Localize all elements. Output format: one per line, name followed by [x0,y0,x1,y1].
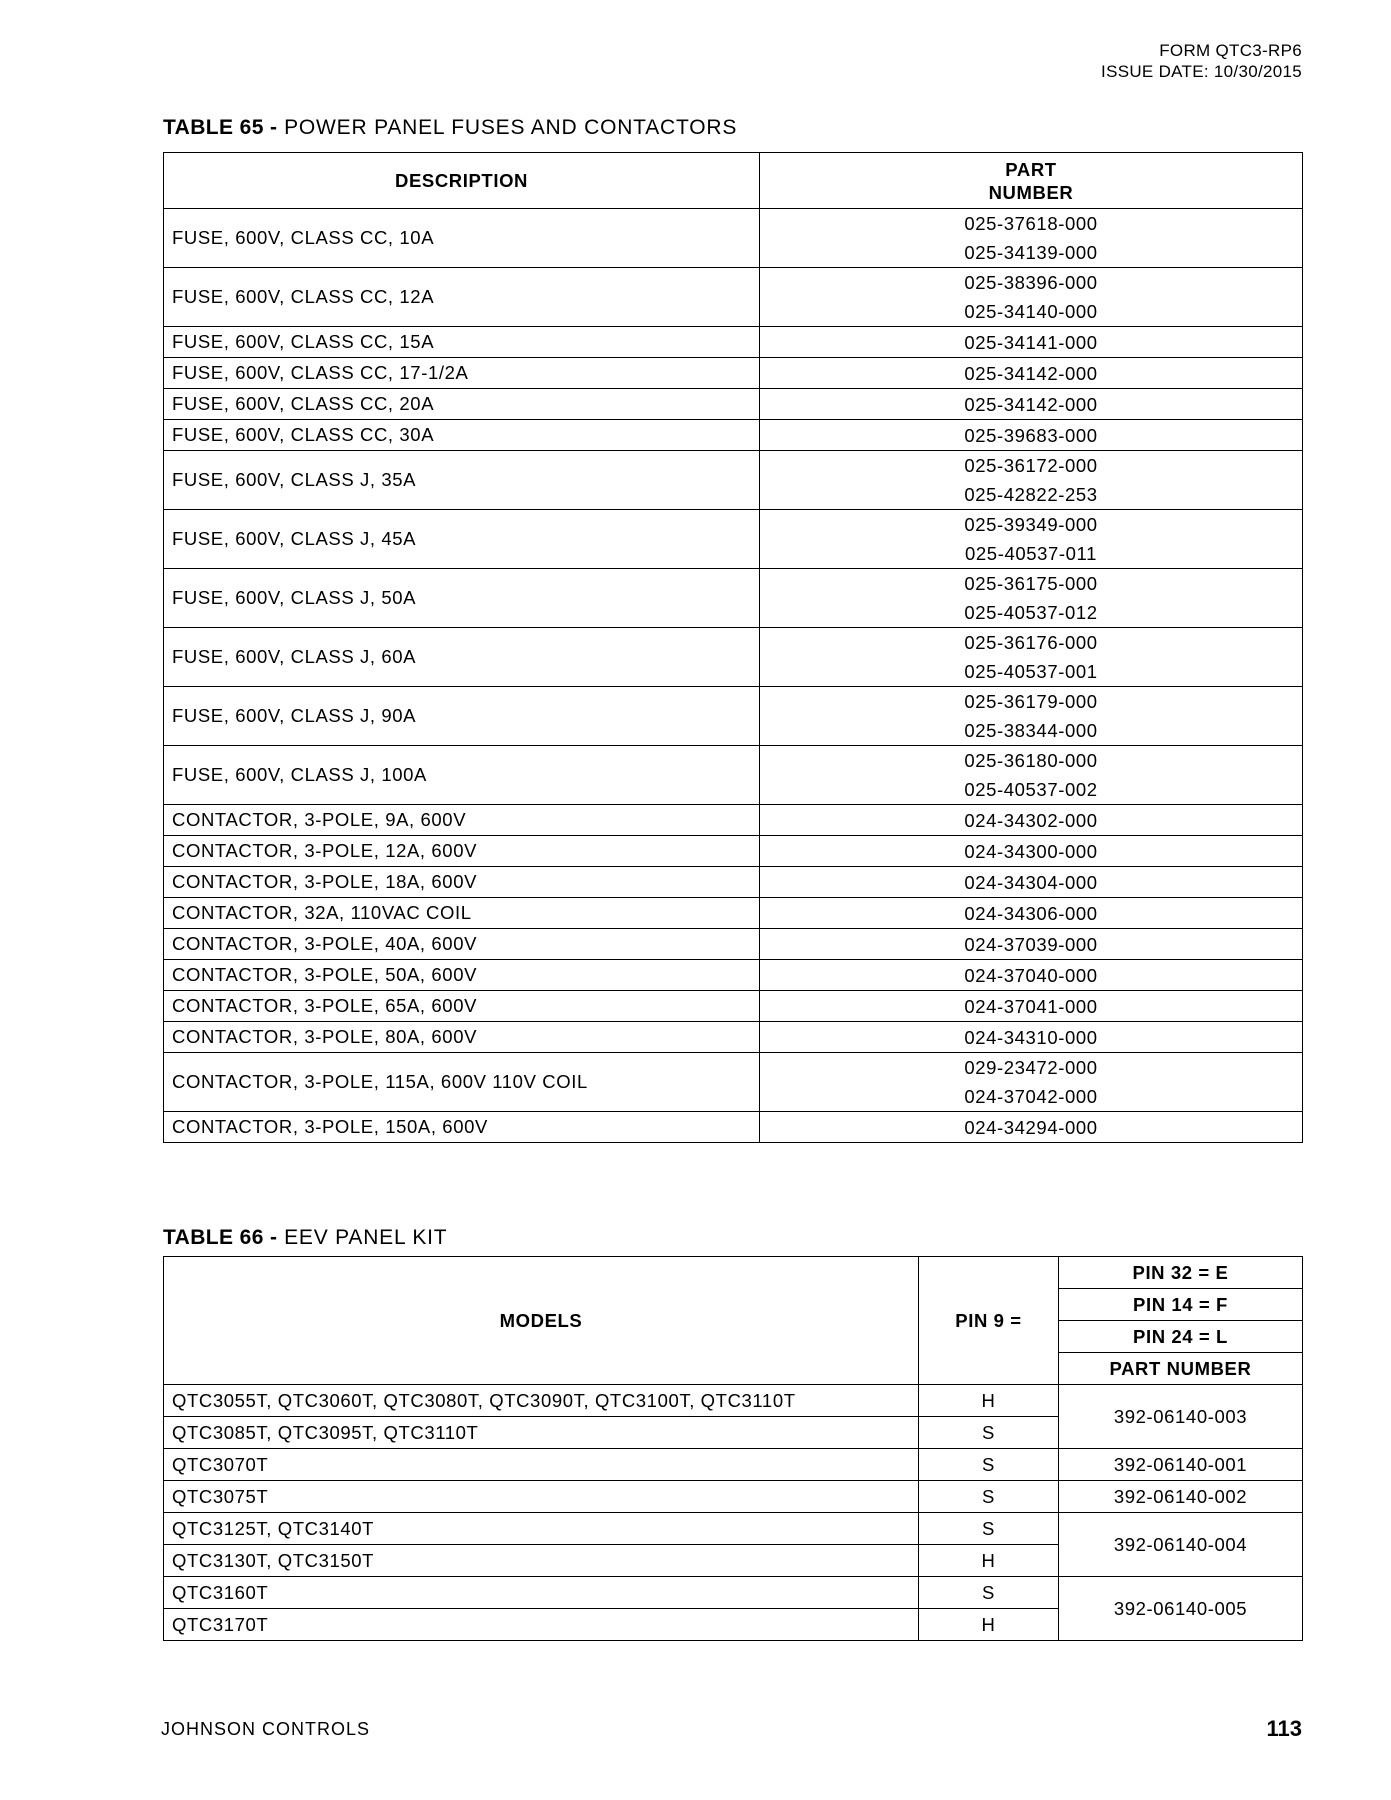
header-description: DESCRIPTION [164,153,760,209]
table-row [164,991,1303,1022]
table-row [164,628,1303,687]
row-models: QTC3125T, QTC3140T [164,1513,919,1545]
part-number: 024-37040-000 [964,964,1098,986]
row-part-numbers [760,1112,1303,1143]
part-number: 024-37041-000 [964,995,1098,1017]
part-number: 025-40537-012 [964,602,1098,623]
row-description: FUSE, 600V, CLASS CC, 20A [164,389,760,420]
table66-header-row [164,1257,1303,1289]
row-description: FUSE, 600V, CLASS J, 45A [164,510,760,569]
row-pin9: S [919,1417,1059,1449]
footer-company: JOHNSON CONTROLS [161,1719,371,1739]
table-row [164,746,1303,805]
part-number: 024-34304-000 [964,871,1098,893]
row-part-number: 392-06140-005 [1059,1577,1303,1641]
row-part-numbers [760,836,1303,867]
part-number: 025-40537-001 [964,661,1098,682]
row-part-number: 392-06140-001 [1059,1449,1303,1481]
part-number: 025-34142-000 [964,393,1098,415]
table-row [164,268,1303,327]
row-description: CONTACTOR, 3-POLE, 65A, 600V [164,991,760,1022]
row-description: CONTACTOR, 3-POLE, 115A, 600V 110V COIL [164,1053,760,1112]
issue-date: ISSUE DATE: 10/30/2015 [1101,62,1302,81]
row-models: QTC3070T [164,1449,919,1481]
header-part-line2: NUMBER [988,181,1074,203]
row-description: FUSE, 600V, CLASS CC, 12A [164,268,760,327]
power-panel-fuses-table [163,152,1303,1143]
table-row [164,1112,1303,1143]
row-description: FUSE, 600V, CLASS J, 35A [164,451,760,510]
row-part-numbers [760,687,1303,746]
row-description: FUSE, 600V, CLASS J, 90A [164,687,760,746]
row-description: FUSE, 600V, CLASS CC, 30A [164,420,760,451]
row-description: CONTACTOR, 3-POLE, 9A, 600V [164,805,760,836]
table66-title: EEV PANEL KIT [284,1226,448,1249]
part-number: 024-34306-000 [964,902,1098,924]
page-number: 113 [1266,1716,1302,1741]
row-part-number: 392-06140-004 [1059,1513,1303,1577]
row-part-number: 392-06140-003 [1059,1385,1303,1449]
part-number: 024-37042-000 [964,1086,1098,1107]
table-row [164,1577,1303,1609]
part-number: 025-36175-000 [964,573,1098,594]
table65-body [164,209,1303,1143]
row-part-numbers [760,358,1303,389]
header-pin32: PIN 32 = E [1059,1257,1303,1289]
table-row [164,420,1303,451]
table-row [164,960,1303,991]
part-number: 025-34141-000 [964,331,1098,353]
header-pin24: PIN 24 = L [1059,1321,1303,1353]
part-number: 025-36179-000 [964,691,1098,712]
part-number: 025-37618-000 [964,213,1098,234]
table-row [164,1449,1303,1481]
part-number: 025-42822-253 [964,484,1098,505]
row-part-numbers [760,510,1303,569]
row-description: CONTACTOR, 3-POLE, 50A, 600V [164,960,760,991]
part-number: 025-40537-011 [965,543,1097,564]
table-row [164,209,1303,268]
table-row [164,929,1303,960]
row-description: CONTACTOR, 3-POLE, 40A, 600V [164,929,760,960]
part-number: 025-34140-000 [964,301,1098,322]
header-part-number [760,153,1303,209]
row-description: FUSE, 600V, CLASS CC, 15A [164,327,760,358]
row-description: FUSE, 600V, CLASS J, 60A [164,628,760,687]
header-part-line1: PART [1005,158,1057,180]
row-models: QTC3160T [164,1577,919,1609]
table-row [164,358,1303,389]
row-part-numbers [760,929,1303,960]
row-part-numbers [760,569,1303,628]
header-part-number: PART NUMBER [1059,1353,1303,1385]
part-number: 024-34294-000 [964,1116,1098,1138]
row-part-numbers [760,867,1303,898]
table-row [164,1481,1303,1513]
table-row [164,687,1303,746]
table-row [164,569,1303,628]
table65-header-row [164,153,1303,209]
row-description: FUSE, 600V, CLASS CC, 17-1/2A [164,358,760,389]
header-pin9: PIN 9 = [919,1257,1059,1385]
table-row [164,327,1303,358]
part-number: 025-38396-000 [964,272,1098,293]
form-number: FORM QTC3-RP6 [1159,41,1302,60]
part-number: 025-38344-000 [964,720,1098,741]
row-part-numbers [760,960,1303,991]
table66-body [164,1385,1303,1641]
table-row [164,1385,1303,1417]
table-row [164,836,1303,867]
row-models: QTC3170T [164,1609,919,1641]
row-part-numbers [760,898,1303,929]
table-row [164,1053,1303,1112]
row-part-numbers [760,389,1303,420]
part-number: 025-36180-000 [964,750,1098,771]
table65-title: POWER PANEL FUSES AND CONTACTORS [284,116,738,139]
row-part-numbers [760,991,1303,1022]
row-description: CONTACTOR, 3-POLE, 12A, 600V [164,836,760,867]
row-part-numbers [760,1053,1303,1112]
row-pin9: S [919,1449,1059,1481]
header-pin14: PIN 14 = F [1059,1289,1303,1321]
table-row [164,1513,1303,1545]
row-part-number: 392-06140-002 [1059,1481,1303,1513]
header-models: MODELS [164,1257,919,1385]
row-pin9: H [919,1385,1059,1417]
row-models: QTC3055T, QTC3060T, QTC3080T, QTC3090T, QTC3100T, QTC3110T [164,1385,919,1417]
row-models: QTC3130T, QTC3150T [164,1545,919,1577]
part-number: 025-34139-000 [964,242,1098,263]
row-pin9: H [919,1609,1059,1641]
row-description: FUSE, 600V, CLASS J, 100A [164,746,760,805]
row-part-numbers [760,746,1303,805]
row-part-numbers [760,268,1303,327]
page-header [1101,40,1302,82]
row-models: QTC3085T, QTC3095T, QTC3110T [164,1417,919,1449]
table-row [164,867,1303,898]
row-description: CONTACTOR, 3-POLE, 18A, 600V [164,867,760,898]
row-pin9: S [919,1577,1059,1609]
part-number: 024-34302-000 [964,809,1098,831]
part-number: 025-36176-000 [964,632,1098,653]
row-part-numbers [760,420,1303,451]
part-number: 024-34310-000 [964,1026,1098,1048]
part-number: 025-34142-000 [964,362,1098,384]
part-number: 024-37039-000 [964,933,1098,955]
row-part-numbers [760,805,1303,836]
row-description: CONTACTOR, 32A, 110VAC COIL [164,898,760,929]
part-number: 029-23472-000 [964,1057,1098,1078]
row-description: CONTACTOR, 3-POLE, 80A, 600V [164,1022,760,1053]
table65-caption [163,116,737,140]
row-description: FUSE, 600V, CLASS CC, 10A [164,209,760,268]
table-row [164,510,1303,569]
row-description: CONTACTOR, 3-POLE, 150A, 600V [164,1112,760,1143]
table66-caption [163,1226,447,1250]
eev-panel-kit-table [163,1256,1303,1641]
row-pin9: S [919,1513,1059,1545]
part-number: 024-34300-000 [964,840,1098,862]
row-models: QTC3075T [164,1481,919,1513]
table-row [164,1022,1303,1053]
part-number: 025-40537-002 [964,779,1098,800]
row-part-numbers [760,451,1303,510]
row-pin9: H [919,1545,1059,1577]
row-pin9: S [919,1481,1059,1513]
table-row [164,898,1303,929]
part-number: 025-39349-000 [964,514,1098,535]
row-part-numbers [760,327,1303,358]
row-part-numbers [760,1022,1303,1053]
part-number: 025-39683-000 [964,424,1098,446]
part-number: 025-36172-000 [964,455,1098,476]
row-part-numbers [760,628,1303,687]
table-row [164,451,1303,510]
table-row [164,389,1303,420]
row-description: FUSE, 600V, CLASS J, 50A [164,569,760,628]
table66-label: TABLE 66 - [163,1226,278,1249]
table-row [164,805,1303,836]
table65-label: TABLE 65 - [163,116,278,139]
row-part-numbers [760,209,1303,268]
